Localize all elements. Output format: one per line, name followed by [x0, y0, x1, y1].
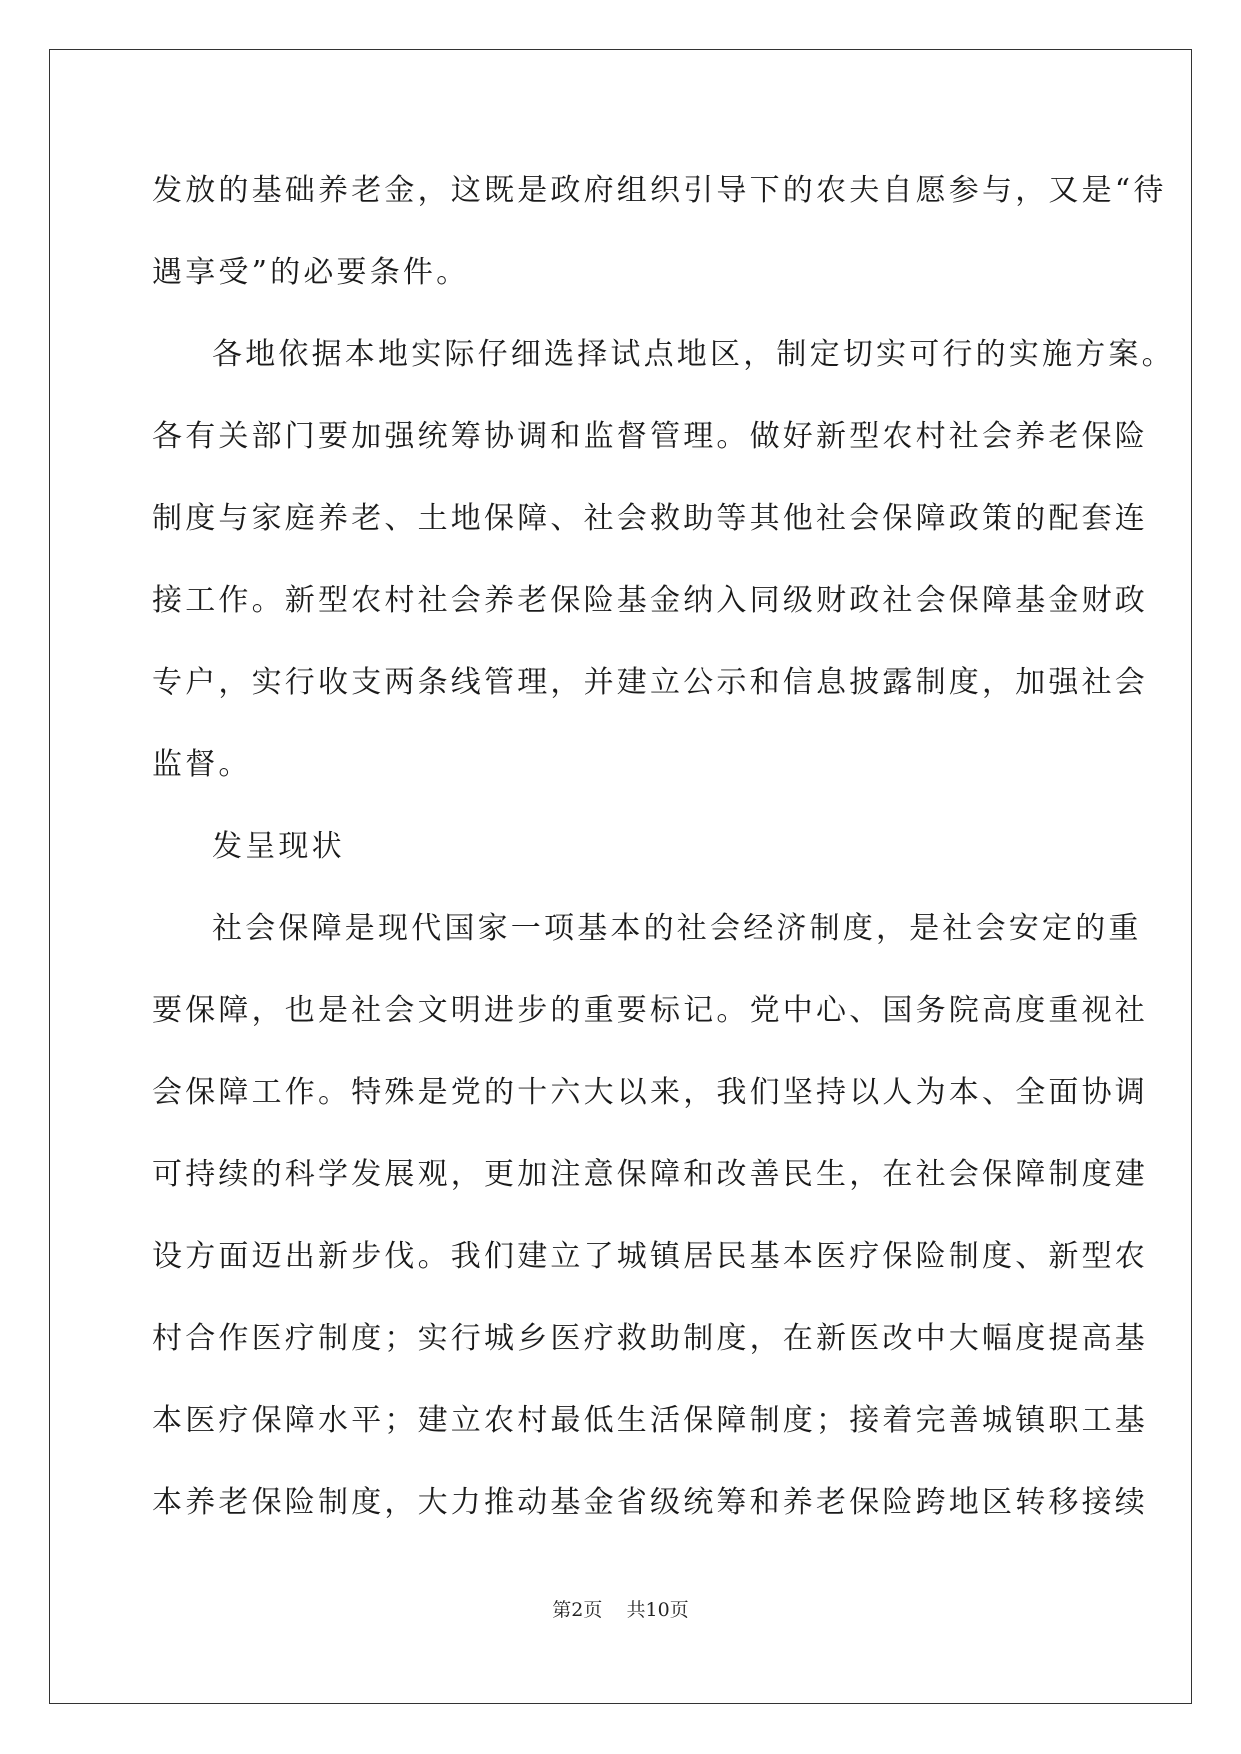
- text-line: 遇享受”的必要条件。: [152, 255, 470, 290]
- section-heading: 发呈现状: [212, 829, 345, 864]
- text-line: 各有关部门要加强统筹协调和监督管理。做好新型农村社会养老保险: [152, 419, 1148, 454]
- document-body: [152, 150, 1175, 1544]
- text-line: 设方面迈出新步伐。我们建立了城镇居民基本医疗保险制度、新型农: [152, 1239, 1148, 1274]
- text-line: 要保障，也是社会文明进步的重要标记。党中心、国务院高度重视社: [152, 993, 1148, 1028]
- paragraph-start-line: 各地依据本地实际仔细选择试点地区，制定切实可行的实施方案。: [212, 337, 1175, 372]
- text-line: 接工作。新型农村社会养老保险基金纳入同级财政社会保障基金财政: [152, 583, 1148, 618]
- text-line: 会保障工作。特殊是党的十六大以来，我们坚持以人为本、全面协调: [152, 1075, 1148, 1110]
- page-number: 第2页: [552, 1599, 603, 1621]
- text-line: 监督。: [152, 747, 252, 782]
- text-line: 制度与家庭养老、土地保障、社会救助等其他社会保障政策的配套连: [152, 501, 1148, 536]
- text-line: 可持续的科学发展观，更加注意保障和改善民生，在社会保障制度建: [152, 1157, 1148, 1192]
- page-footer: [0, 1598, 1241, 1622]
- text-line: 发放的基础养老金，这既是政府组织引导下的农夫自愿参与，又是“待: [152, 173, 1167, 208]
- page-total: 共10页: [626, 1599, 689, 1621]
- text-line: 本养老保险制度，大力推动基金省级统筹和养老保险跨地区转移接续: [152, 1485, 1148, 1520]
- text-line: 本医疗保障水平；建立农村最低生活保障制度；接着完善城镇职工基: [152, 1403, 1148, 1438]
- text-line: 专户，实行收支两条线管理，并建立公示和信息披露制度，加强社会: [152, 665, 1148, 700]
- text-line: 村合作医疗制度；实行城乡医疗救助制度，在新医改中大幅度提高基: [152, 1321, 1148, 1356]
- paragraph-start-line: 社会保障是现代国家一项基本的社会经济制度，是社会安定的重: [212, 911, 1142, 946]
